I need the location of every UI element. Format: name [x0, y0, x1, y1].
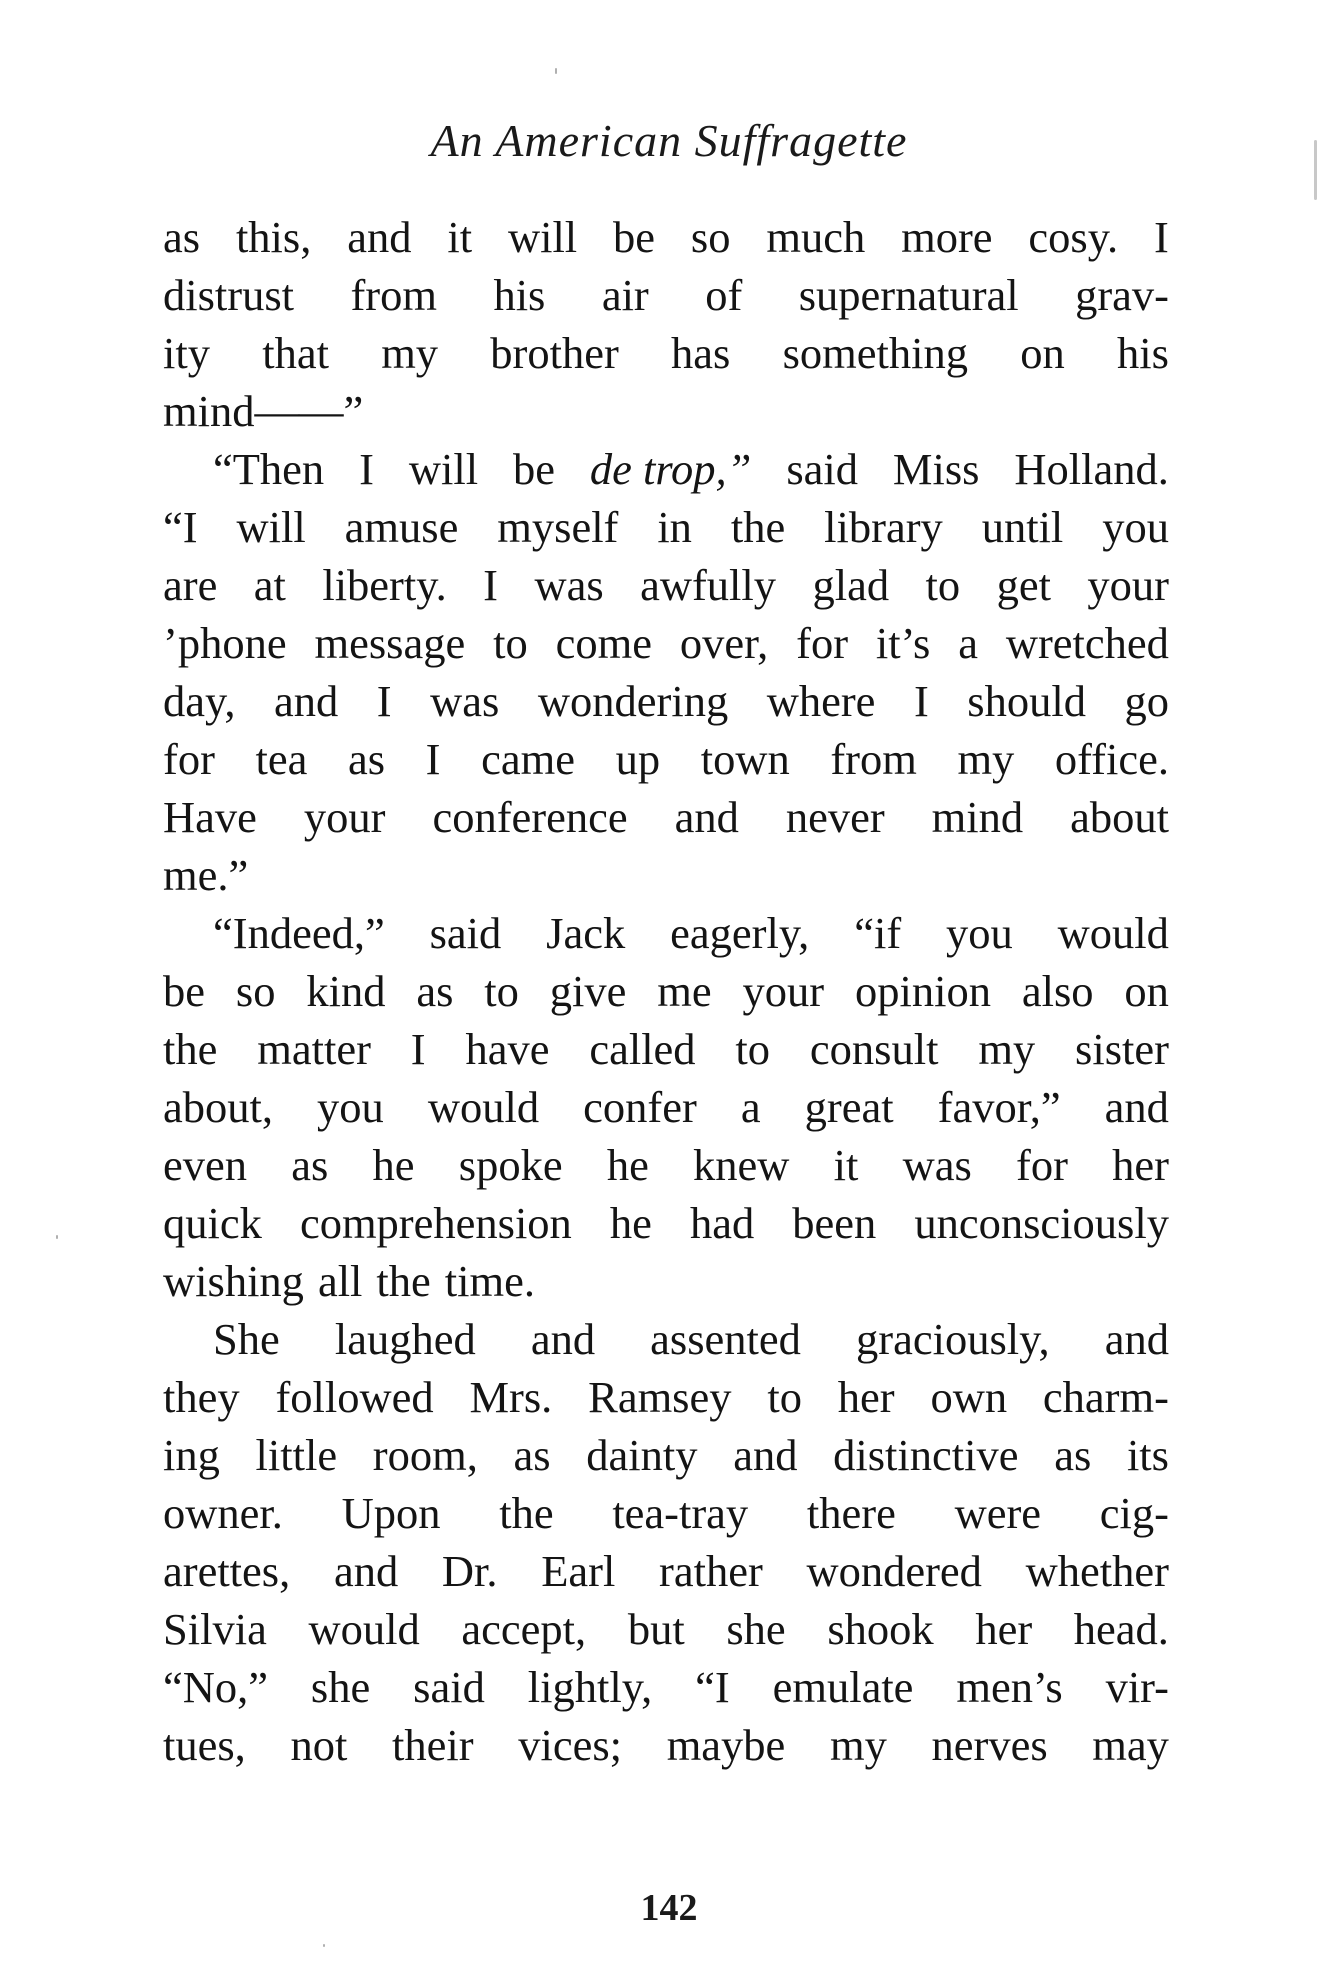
word: lightly, — [527, 1662, 653, 1712]
word: mind — [931, 792, 1024, 842]
word: library — [824, 502, 943, 552]
scan-speck — [56, 1235, 58, 1239]
word: for — [796, 618, 849, 668]
word: be — [512, 444, 555, 494]
word: over, — [679, 618, 769, 668]
word: men’s — [956, 1662, 1063, 1712]
word: wondering — [537, 676, 729, 726]
text-line — [163, 672, 1169, 730]
word: awfully — [640, 560, 777, 610]
word: whether — [1025, 1546, 1169, 1596]
word: and — [1104, 1082, 1169, 1132]
word: your — [1087, 560, 1169, 610]
word: called — [589, 1024, 696, 1074]
word: rather — [659, 1546, 763, 1596]
word: maybe — [666, 1720, 786, 1770]
word: amuse — [344, 502, 459, 552]
word: said — [413, 1662, 485, 1712]
word: as — [291, 1140, 329, 1190]
text-line — [163, 1542, 1169, 1600]
word: sister — [1075, 1024, 1169, 1074]
word: said — [786, 444, 859, 494]
word: confer — [583, 1082, 697, 1132]
running-head: An American Suffragette — [430, 115, 908, 166]
word: the — [163, 1024, 218, 1074]
word: where — [766, 676, 876, 726]
word: more — [901, 212, 993, 262]
word: day, — [163, 676, 236, 726]
word: to — [484, 966, 519, 1016]
word: you — [1102, 502, 1169, 552]
word: as — [347, 734, 386, 784]
word: great — [804, 1082, 894, 1132]
word: a — [740, 1082, 761, 1132]
word: de trop,” — [589, 444, 752, 494]
word: little — [255, 1430, 338, 1480]
word: its — [1126, 1430, 1169, 1480]
scan-edge-mark — [1314, 140, 1317, 200]
word: dainty — [586, 1430, 698, 1480]
word: tea-tray — [612, 1488, 749, 1538]
word: shook — [827, 1604, 934, 1654]
word: message — [314, 618, 466, 668]
word: they — [163, 1372, 240, 1422]
word: as — [163, 212, 201, 262]
word: on — [1020, 328, 1065, 378]
word: laughed — [334, 1314, 476, 1364]
word: ity — [163, 328, 210, 378]
word: on — [1124, 966, 1169, 1016]
word: their — [392, 1720, 474, 1770]
word: was — [902, 1140, 972, 1190]
page-number: 142 — [640, 1887, 698, 1929]
word: and — [274, 676, 339, 726]
word: go — [1124, 676, 1169, 726]
word: but — [627, 1604, 685, 1654]
word: for — [163, 734, 215, 784]
word: my — [829, 1720, 887, 1770]
word: grav- — [1075, 270, 1169, 320]
word: I — [410, 1024, 426, 1074]
body-text — [163, 208, 1169, 1774]
word: never — [785, 792, 885, 842]
word: had — [689, 1198, 755, 1248]
word: accept, — [461, 1604, 587, 1654]
word: kind — [306, 966, 386, 1016]
word: it — [447, 212, 473, 262]
word: your — [303, 792, 386, 842]
word: would — [1057, 908, 1169, 958]
word: graciously, — [856, 1314, 1050, 1364]
word: myself — [497, 502, 619, 552]
text-line — [163, 1658, 1169, 1716]
text-line — [163, 1368, 1169, 1426]
text-line — [163, 1078, 1169, 1136]
word: he — [609, 1198, 652, 1248]
word: be — [613, 212, 656, 262]
word: I — [376, 676, 392, 726]
word: were — [954, 1488, 1042, 1538]
word: and — [347, 212, 412, 262]
word: are — [163, 560, 218, 610]
word: and — [1104, 1314, 1169, 1364]
word: a — [958, 618, 978, 668]
word: consult — [809, 1024, 939, 1074]
word: the — [376, 1256, 431, 1306]
word: glad — [812, 560, 890, 610]
word: the — [730, 502, 786, 552]
text-line — [163, 904, 1169, 962]
word: Have — [163, 792, 257, 842]
word: her — [1112, 1140, 1169, 1190]
word: about — [1070, 792, 1169, 842]
word: was — [430, 676, 500, 726]
scan-speck — [555, 68, 557, 74]
word: conference — [432, 792, 628, 842]
word: me.” — [163, 850, 249, 900]
word: of — [705, 270, 743, 320]
word: it’s — [875, 618, 931, 668]
word: my — [978, 1024, 1036, 1074]
word: from — [830, 734, 917, 784]
word: comprehension — [299, 1198, 572, 1248]
word: come — [555, 618, 652, 668]
word: Earl — [541, 1546, 616, 1596]
word: I — [483, 560, 498, 610]
word: she — [310, 1662, 371, 1712]
word: something — [782, 328, 969, 378]
text-line — [163, 208, 1169, 266]
text-line — [163, 1020, 1169, 1078]
word: Silvia — [163, 1604, 267, 1654]
word: Holland. — [1014, 444, 1169, 494]
word: so — [690, 212, 731, 262]
word: not — [290, 1720, 348, 1770]
word: in — [657, 502, 692, 552]
word: I — [1154, 212, 1169, 262]
word: that — [262, 328, 329, 378]
text-line — [163, 962, 1169, 1020]
text-line — [163, 324, 1169, 382]
word: Mrs. — [469, 1372, 553, 1422]
word: also — [1021, 966, 1094, 1016]
word: tea — [255, 734, 308, 784]
word: my — [957, 734, 1015, 784]
text-line — [163, 1426, 1169, 1484]
word: he — [606, 1140, 649, 1190]
word: may — [1092, 1720, 1169, 1770]
word: said — [429, 908, 502, 958]
word: She — [213, 1314, 280, 1364]
word: the — [499, 1488, 554, 1538]
text-line — [163, 1484, 1169, 1542]
word: from — [350, 270, 437, 320]
word: distrust — [163, 270, 295, 320]
text-line — [163, 498, 1169, 556]
word: it — [833, 1140, 859, 1190]
word: and — [674, 792, 739, 842]
word: will — [507, 212, 578, 262]
text-line — [163, 1716, 1169, 1774]
word: will — [408, 444, 479, 494]
text-line — [163, 382, 1169, 440]
word: “I — [163, 502, 198, 552]
word: matter — [257, 1024, 371, 1074]
word: has — [671, 328, 731, 378]
word: should — [967, 676, 1086, 726]
word: to — [493, 618, 528, 668]
word: came — [481, 734, 575, 784]
word: my — [381, 328, 439, 378]
text-line — [163, 1136, 1169, 1194]
word: up — [615, 734, 661, 784]
word: you — [946, 908, 1013, 958]
word: “if — [854, 908, 902, 958]
word: been — [792, 1198, 877, 1248]
word: favor,” — [937, 1082, 1061, 1132]
word: her — [837, 1372, 895, 1422]
word: much — [766, 212, 866, 262]
word: I — [359, 444, 374, 494]
word: arettes, — [163, 1546, 291, 1596]
word: would — [308, 1604, 420, 1654]
word: even — [163, 1140, 248, 1190]
text-line — [163, 614, 1169, 672]
text-line — [163, 1600, 1169, 1658]
word: quick — [163, 1198, 262, 1248]
word: I — [425, 734, 441, 784]
word: liberty. — [322, 560, 447, 610]
word: his — [1117, 328, 1169, 378]
word: charm- — [1042, 1372, 1169, 1422]
word: eagerly, — [670, 908, 810, 958]
word: to — [735, 1024, 771, 1074]
word: Miss — [892, 444, 980, 494]
word: so — [235, 966, 276, 1016]
word: Jack — [546, 908, 626, 958]
word: as — [1054, 1430, 1092, 1480]
word: spoke — [458, 1140, 563, 1190]
word: “Indeed,” — [213, 908, 385, 958]
word: get — [996, 560, 1051, 610]
text-line — [163, 1310, 1169, 1368]
word: I — [913, 676, 929, 726]
text-line — [163, 266, 1169, 324]
word: supernatural — [798, 270, 1019, 320]
word: as — [416, 966, 454, 1016]
word: Dr. — [441, 1546, 498, 1596]
word: me — [657, 966, 712, 1016]
word: and — [333, 1546, 399, 1596]
word: be — [163, 966, 206, 1016]
word: vices; — [518, 1720, 623, 1770]
word: “No,” — [163, 1662, 269, 1712]
text-line — [163, 1252, 1169, 1310]
word: brother — [490, 328, 619, 378]
word: about, — [163, 1082, 273, 1132]
word: emulate — [772, 1662, 914, 1712]
word: would — [427, 1082, 540, 1132]
word: will — [236, 502, 306, 552]
word: own — [930, 1372, 1008, 1422]
word: office. — [1054, 734, 1169, 784]
word: have — [465, 1024, 550, 1074]
word: to — [925, 560, 961, 610]
word: this, — [235, 212, 312, 262]
word: ’phone — [163, 618, 287, 668]
word: vir- — [1105, 1662, 1169, 1712]
word: her — [975, 1604, 1033, 1654]
word: was — [534, 560, 604, 610]
word: cosy. — [1028, 212, 1119, 262]
word: head. — [1073, 1604, 1169, 1654]
word: tues, — [163, 1720, 246, 1770]
word: Ramsey — [588, 1372, 732, 1422]
word: time. — [444, 1256, 536, 1306]
word: he — [372, 1140, 415, 1190]
word: owner. — [163, 1488, 283, 1538]
word: she — [726, 1604, 786, 1654]
word: mind——” — [163, 386, 364, 436]
word: distinctive — [833, 1430, 1019, 1480]
text-line — [163, 556, 1169, 614]
word: nerves — [931, 1720, 1048, 1770]
word: town — [700, 734, 790, 784]
word: knew — [693, 1140, 790, 1190]
word: there — [806, 1488, 896, 1538]
word: wishing — [163, 1256, 304, 1306]
word: wretched — [1005, 618, 1169, 668]
text-line — [163, 1194, 1169, 1252]
word: and — [530, 1314, 596, 1364]
word: at — [253, 560, 286, 610]
text-line — [163, 730, 1169, 788]
word: until — [981, 502, 1064, 552]
word: Upon — [341, 1488, 441, 1538]
word: his — [493, 270, 546, 320]
word: wondered — [806, 1546, 982, 1596]
word: and — [733, 1430, 798, 1480]
word: opinion — [855, 966, 991, 1016]
word: all — [317, 1256, 363, 1306]
word: for — [1016, 1140, 1068, 1190]
word: your — [742, 966, 825, 1016]
text-line — [163, 846, 1169, 904]
word: “I — [695, 1662, 730, 1712]
word: room, — [372, 1430, 478, 1480]
word: as — [513, 1430, 551, 1480]
text-line — [163, 788, 1169, 846]
text-line — [163, 440, 1169, 498]
word: air — [601, 270, 649, 320]
word: ing — [163, 1430, 220, 1480]
word: you — [317, 1082, 384, 1132]
word: assented — [650, 1314, 801, 1364]
word: give — [549, 966, 627, 1016]
word: followed — [275, 1372, 434, 1422]
word: unconsciously — [914, 1198, 1169, 1248]
word: cig- — [1099, 1488, 1169, 1538]
word: to — [767, 1372, 802, 1422]
word: “Then — [213, 444, 325, 494]
scan-speck — [323, 1944, 325, 1947]
